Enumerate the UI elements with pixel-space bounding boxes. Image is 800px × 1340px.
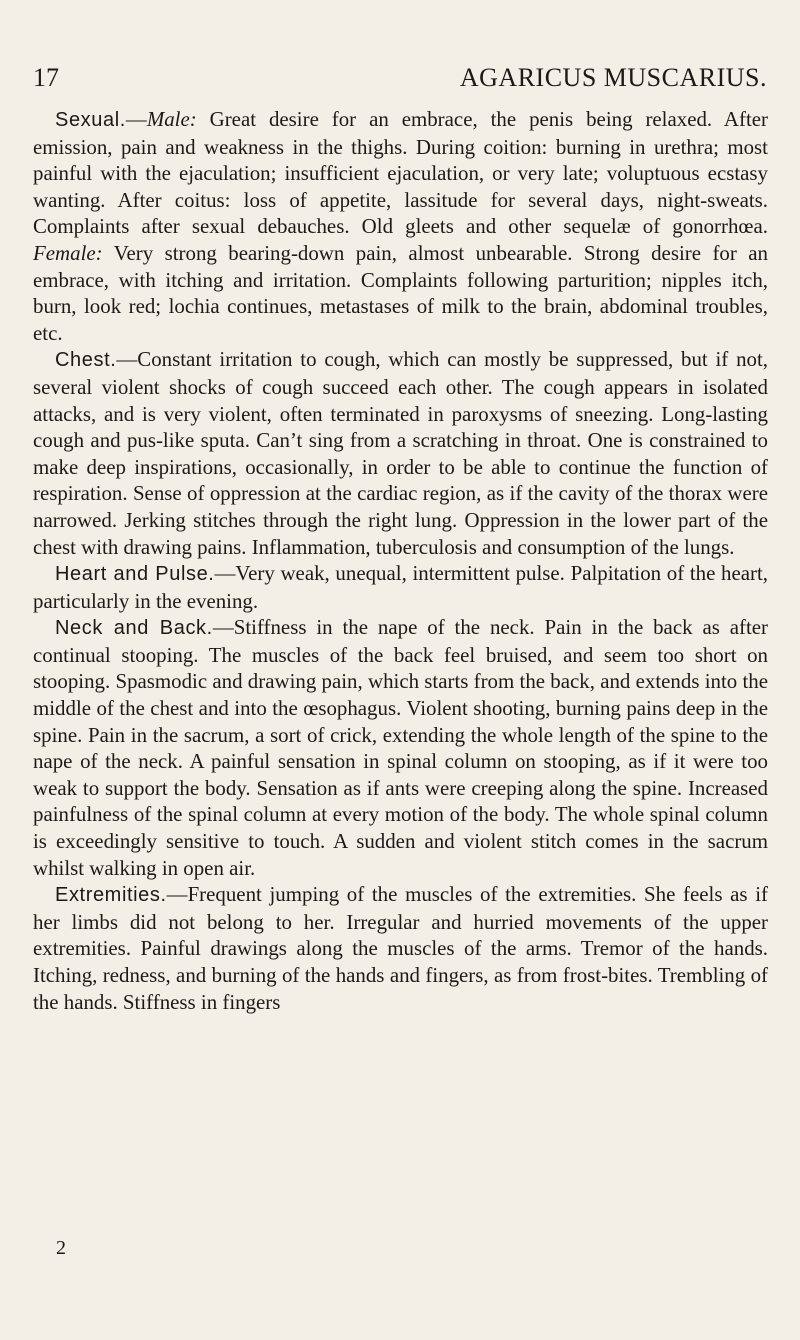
section-heading: Neck and Back. xyxy=(55,617,213,640)
heading-dash: — xyxy=(214,561,236,586)
heading-dash: — xyxy=(166,882,188,907)
page-number: 17 xyxy=(33,63,59,92)
heading-dash: — xyxy=(125,107,147,131)
paragraph-text: Very weak, unequal, intermittent pulse. Palpitation of the heart, particularly in the evening. xyxy=(33,561,768,613)
signature-mark: 2 xyxy=(56,1237,66,1259)
paragraph-heart-pulse xyxy=(33,560,768,614)
body-text xyxy=(33,106,768,1015)
section-heading: Heart and Pulse. xyxy=(55,563,215,586)
paragraph-neck-back xyxy=(33,614,768,881)
paragraph-text: Frequent jumping of the muscles of the extremities. She feels as if her limbs did not belong to her. Irregular and hurried movements of the upper extremities. Painful drawings along the muscles of the arms. Tremor of the hands. Itching, redness, and burning of the hands and fingers, as from frost-bites. Trembling of the hands. Stiffness in fingers xyxy=(33,882,768,1014)
paragraph-text: Very strong bearing-down pain, almost unbearable. Strong desire for an embrace, with itching and irritation. Complaints following parturition; nipples itch, burn, look red; lochia continues, metastases of milk to the brain, abdominal troubles, etc. xyxy=(33,240,768,345)
section-heading: Chest. xyxy=(55,349,117,372)
running-head xyxy=(33,58,767,98)
paragraph-text: Great desire for an embrace, the penis being relaxed. After emission, pain and weakness in the thighs. During coition: burning in urethra; most painful with the ejaculation; insufficient ejaculation, or very late; voluptuous ecstasy wanting. After coitus: loss of appetite, lassitude for several days, night-sweats. Complaints after sexual debauches. Old gleets and other sequelæ of gonorrhœa. xyxy=(33,107,768,239)
section-heading: Extremities. xyxy=(55,884,167,907)
paragraph-text: Stiffness in the nape of the neck. Pain in the back as after continual stooping. The muscles of the back feel bruised, and seem too short on stooping. Spasmodic and drawing pain, which starts from the back, and extends into the middle of the chest and into the œsophagus. Violent shooting, burning pains deep in the spine. Pain in the sacrum, a sort of crick, extending the whole length of the spine to the nape of the neck. A painful sensation in spinal column on stooping, as if it were too weak to support the body. Sensation as if ants were creeping along the spine. Increased painfulness of the spinal column at every motion of the body. The whole spinal column is exceedingly sensitive to touch. A sudden and violent stitch comes in the sacrum whilst walking in open air. xyxy=(33,615,769,880)
paragraph-sexual xyxy=(33,106,768,346)
heading-dash: — xyxy=(116,347,138,372)
paragraph-chest xyxy=(33,346,768,560)
heading-dash: — xyxy=(212,615,234,640)
italic-term: Female: xyxy=(33,240,103,265)
paragraph-text: Constant irritation to cough, which can mostly be suppressed, but if not, several violent shocks of cough succeed each other. The cough appears in isolated attacks, and is very violent, often terminated in paroxysms of sneezing. Long-lasting cough and pus-like sputa. Can’t sing from a scratching in throat. One is constrained to make deep inspirations, occasionally, in order to be able to continue the function of respiration. Sense of oppression at the cardiac region, as if the cavity of the thorax were narrowed. Jerking stitches through the right lung. Oppression in the lower part of the chest with drawing pains. Inflammation, tuberculosis and consumption of the lungs. xyxy=(33,347,768,559)
paragraph-extremities xyxy=(33,881,768,1015)
running-title: AGARICUS MUSCARIUS. xyxy=(459,63,767,92)
section-heading: Sexual. xyxy=(55,109,126,131)
italic-term: Male: xyxy=(146,107,197,131)
